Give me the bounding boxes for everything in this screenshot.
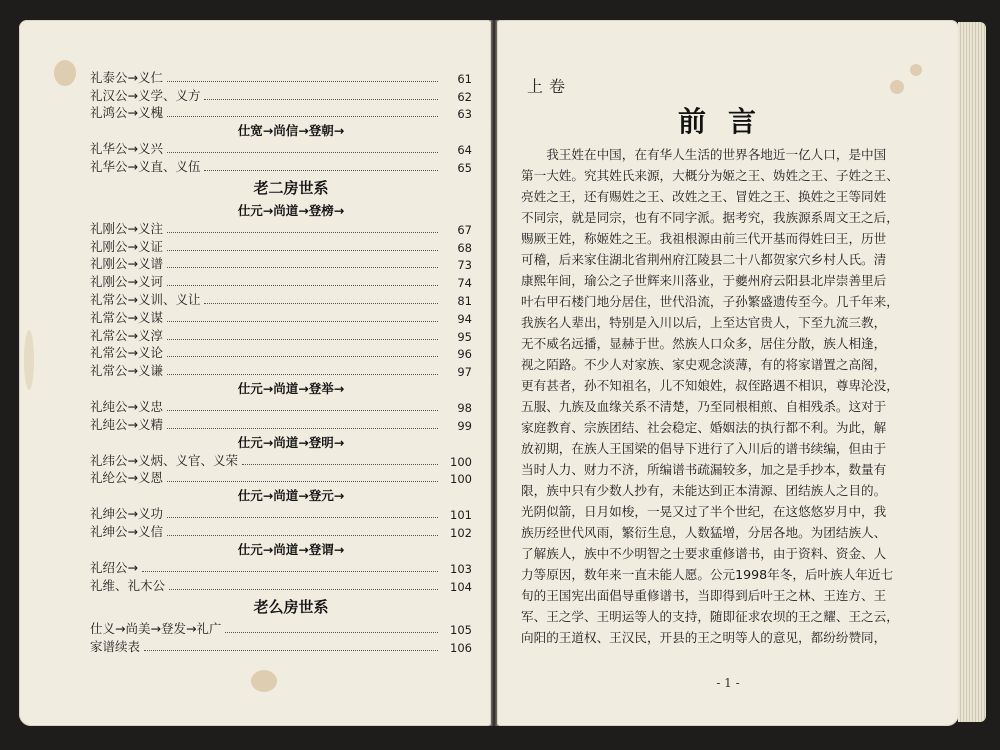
toc-entry — [90, 219, 472, 237]
toc-entry-title: 礼绅公→义功 — [90, 506, 163, 522]
toc-entry — [90, 68, 472, 86]
toc-lineage-heading: 仕元→尚道→登举→ — [237, 381, 345, 397]
toc-entry — [90, 104, 472, 122]
toc-leader-dots — [169, 589, 438, 590]
toc-leader-dots — [167, 374, 438, 375]
toc-page-number: 74 — [457, 276, 472, 291]
toc-page-number: 99 — [457, 418, 472, 433]
paper-stain — [24, 330, 34, 390]
toc-entry-title: 礼刚公→义注 — [90, 220, 163, 236]
paper-stain — [54, 60, 76, 86]
toc-leader-dots — [167, 250, 438, 251]
toc-entry — [90, 620, 472, 638]
toc-page-number: 103 — [450, 561, 472, 576]
preface-line: 限，族中只有少数人抄有，未能达到正本清源、团结族人之目的。 — [521, 483, 887, 498]
toc-leader-dots — [167, 356, 438, 357]
toc-leader-dots — [167, 339, 438, 340]
toc-entry — [90, 139, 472, 157]
toc-page-number: 63 — [457, 107, 472, 122]
toc-entry — [90, 504, 472, 522]
toc-leader-dots — [225, 632, 438, 633]
toc-entry-title: 仕义→尚美→登发→礼广 — [90, 621, 222, 637]
toc-entry — [90, 397, 472, 415]
toc-entry — [90, 637, 472, 655]
table-of-contents — [90, 68, 472, 655]
toc-entry-title: 礼鸿公→义槐 — [90, 105, 163, 121]
toc-entry-title: 礼纬公→义炳、义官、义荣 — [90, 452, 238, 468]
toc-entry — [90, 308, 472, 326]
toc-page-number: 94 — [457, 311, 472, 326]
toc-leader-dots — [167, 152, 438, 153]
toc-page-number: 96 — [457, 347, 472, 362]
toc-entry — [90, 86, 472, 104]
toc-page-number: 101 — [450, 508, 472, 523]
preface-line: 放初期，在族人王国梁的倡导下进行了入川后的谱书续编，但由于 — [521, 441, 887, 456]
toc-leader-dots — [167, 535, 438, 536]
toc-leader-dots — [204, 99, 438, 100]
preface-line: 康熙年间，瑜公之子世辉来川落业，于夔州府云阳县北岸崇善里后 — [521, 273, 887, 288]
toc-lineage-heading: 仕宽→尚信→登朝→ — [237, 123, 345, 139]
preface-line: 家庭教育、宗族团结、社会稳定、婚姻法的执行都不利。为此，解 — [521, 420, 887, 435]
toc-entry-title: 礼刚公→义诃 — [90, 274, 163, 290]
preface-line: 光阴似箭，日月如梭，一晃又过了半个世纪，在这悠悠岁月中，我 — [521, 504, 887, 519]
preface-line: 亮姓之王，还有赐姓之王、改姓之王、冒姓之王、换姓之王等同姓 — [521, 189, 887, 204]
volume-label: 上卷 — [527, 77, 572, 96]
toc-page-number: 95 — [457, 329, 472, 344]
toc-leader-dots — [167, 232, 438, 233]
toc-entry — [90, 237, 472, 255]
toc-page-number: 62 — [457, 89, 472, 104]
toc-entry — [90, 522, 472, 540]
page-number: - 1 - — [716, 676, 740, 690]
toc-entry — [90, 272, 472, 290]
preface-line: 不同宗，就是同宗，也有不同字派。据考究，我族源系周文王之后， — [521, 210, 899, 225]
toc-leader-dots — [167, 428, 438, 429]
toc-page-number: 67 — [457, 222, 472, 237]
toc-entry-title: 礼常公→义论 — [90, 345, 163, 361]
page-edges — [958, 22, 986, 722]
toc-page-number: 97 — [457, 365, 472, 380]
toc-entry — [90, 451, 472, 469]
toc-page-number: 100 — [450, 454, 472, 469]
preface-line: 视之陌路。不少人对家族、家史观念淡薄，有的将家谱置之高阁， — [521, 357, 887, 372]
toc-entry — [90, 344, 472, 362]
paper-stain — [251, 670, 277, 692]
toc-entry — [90, 576, 472, 594]
toc-leader-dots — [204, 170, 438, 171]
toc-section-heading: 老二房世系 — [253, 178, 329, 197]
toc-entry-title: 家谱续表 — [90, 639, 141, 655]
toc-page-number: 81 — [457, 293, 472, 308]
toc-page-number: 68 — [457, 240, 472, 255]
toc-leader-dots — [167, 410, 438, 411]
preface-title: 前言 — [677, 105, 778, 138]
toc-leader-dots — [167, 267, 438, 268]
toc-entry-title: 礼汉公→义学、义方 — [90, 87, 201, 103]
toc-entry-title: 礼绍公→ — [90, 559, 138, 575]
toc-entry-title: 礼华公→义直、义伍 — [90, 158, 201, 174]
preface-line: 可稽，后来家住湖北省荆州府江陵县二十八都贺家穴乡村人氏。清 — [521, 252, 887, 267]
preface-line: 赐厥王姓，称姬姓之王。我祖根源由前三代开基而得姓曰王，历世 — [521, 231, 887, 246]
toc-entry-title: 礼泰公→义仁 — [90, 69, 163, 85]
preface-line: 更有甚者，孙不知祖名，儿不知娘姓，叔侄路遇不相识，尊卑沦没， — [521, 378, 899, 393]
toc-leader-dots — [167, 517, 438, 518]
toc-leader-dots — [204, 303, 438, 304]
toc-leader-dots — [167, 321, 438, 322]
preface-line: 当时人力、财力不济，所编谱书疏漏较多，加之是手抄本，数量有 — [521, 462, 887, 477]
toc-page-number: 102 — [450, 525, 472, 540]
toc-leader-dots — [142, 571, 438, 572]
toc-leader-dots — [167, 81, 438, 82]
toc-entry — [90, 469, 472, 487]
preface-line: 旬的王国宪出面倡导重修谱书，当即得到后叶王之林、王连方、王 — [521, 588, 887, 603]
toc-leader-dots — [167, 481, 438, 482]
toc-page-number: 61 — [457, 71, 472, 86]
toc-entry-title: 礼纯公→义忠 — [90, 398, 163, 414]
toc-page-number: 64 — [457, 143, 472, 158]
toc-entry-title: 礼纯公→义精 — [90, 416, 163, 432]
toc-entry — [90, 361, 472, 379]
paper-stain — [910, 64, 922, 76]
toc-entry-title: 礼常公→义谋 — [90, 309, 163, 325]
paper-stain — [890, 80, 904, 94]
toc-entry-title: 礼纶公→义恩 — [90, 470, 163, 486]
toc-lineage-heading: 仕元→尚道→登明→ — [237, 434, 345, 450]
toc-entry — [90, 157, 472, 175]
preface-line: 力等原因，数年来一直未能人愿。公元1998年冬，后叶族人年近七 — [521, 567, 894, 582]
toc-leader-dots — [167, 285, 438, 286]
toc-entry — [90, 255, 472, 273]
toc-entry — [90, 558, 472, 576]
preface-line: 了解族人，族中不少明智之士要求重修谱书，由于资料、资金、人 — [521, 546, 887, 561]
toc-page-number: 100 — [450, 472, 472, 487]
toc-leader-dots — [167, 116, 438, 117]
toc-page-number: 98 — [457, 400, 472, 415]
toc-leader-dots — [242, 464, 438, 465]
toc-entry-title: 礼常公→义训、义让 — [90, 291, 201, 307]
toc-page-number: 73 — [457, 258, 472, 273]
toc-section-heading: 老么房世系 — [253, 597, 329, 616]
toc-page-number: 65 — [457, 160, 472, 175]
toc-entry — [90, 290, 472, 308]
preface-line: 无不威名远播，显赫于世。然族人口众多，居住分散，族人相逢， — [521, 336, 887, 351]
preface-line: 叶右甲石楼门地分居住，世代沿流，子孙繁盛遗传至今。几千年来， — [521, 294, 899, 309]
toc-lineage-heading: 仕元→尚道→登元→ — [237, 488, 345, 504]
toc-entry-title: 礼刚公→义谱 — [90, 256, 163, 272]
toc-entry — [90, 326, 472, 344]
preface-line: 族历经世代风雨，繁衍生息，人数猛增，分居各地。为团结族人、 — [521, 525, 887, 540]
preface-line: 向阳的王道权、王汉民，开县的王之明等人的意见，都纷纷赞同， — [521, 630, 887, 645]
toc-lineage-heading: 仕元→尚道→登榜→ — [237, 202, 345, 218]
toc-entry-title: 礼绅公→义信 — [90, 523, 163, 539]
toc-entry — [90, 415, 472, 433]
preface-line: 我族名人辈出，特别是入川以后，上至达官贵人，下至九流三教， — [521, 315, 887, 330]
toc-entry-title: 礼华公→义兴 — [90, 141, 163, 157]
toc-page-number: 106 — [450, 641, 472, 656]
toc-lineage-heading: 仕元→尚道→登谓→ — [237, 541, 345, 557]
toc-entry-title: 礼常公→义谦 — [90, 363, 163, 379]
toc-entry-title: 礼刚公→义证 — [90, 238, 163, 254]
toc-page-number: 105 — [450, 623, 472, 638]
preface-line: 第一大姓。究其姓氏来源，大概分为姬之王、妫姓之王、子姓之王、 — [521, 168, 899, 183]
toc-entry-title: 礼常公→义淳 — [90, 327, 163, 343]
preface-line: 军、王之学、王明运等人的支持，随即征求农坝的王之耀、王之云， — [521, 609, 899, 624]
toc-page-number: 104 — [450, 579, 472, 594]
preface-line: 五服、九族及血缘关系不清楚，乃至同根相煎、自相残杀。这对于 — [521, 399, 887, 414]
preface-body — [521, 144, 921, 648]
toc-entry-title: 礼维、礼木公 — [90, 577, 166, 593]
preface-line: 我王姓在中国，在有华人生活的世界各地近一亿人口，是中国 — [521, 147, 887, 162]
toc-leader-dots — [144, 650, 438, 651]
